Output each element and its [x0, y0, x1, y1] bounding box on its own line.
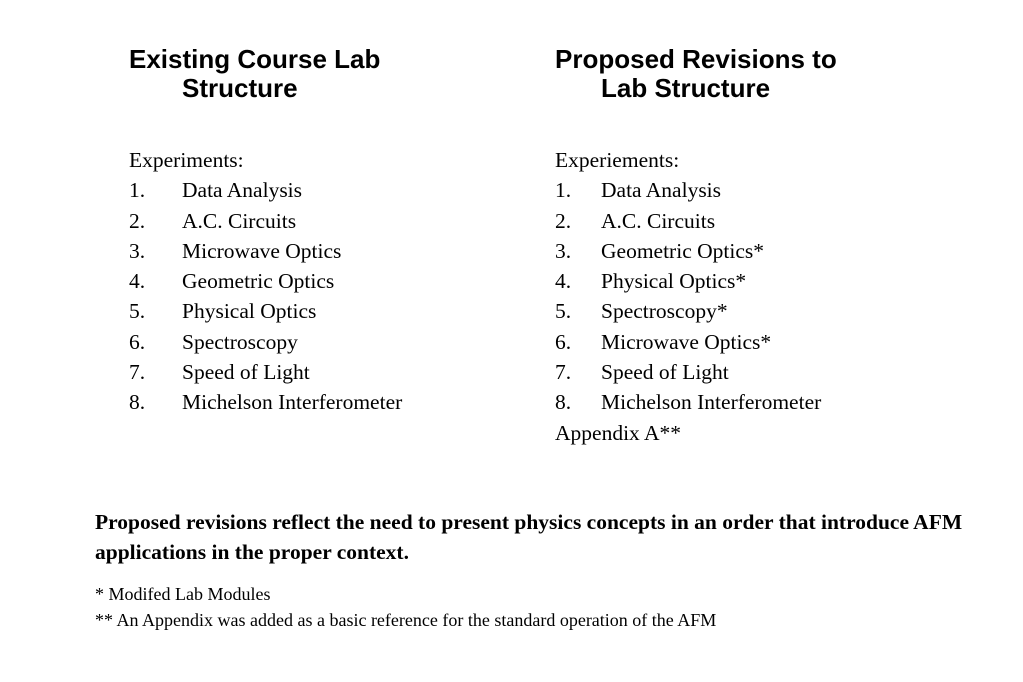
conclusion-statement: Proposed revisions reflect the need to present physics concepts in an order that introduce AFM applications in the proper context. — [95, 510, 963, 564]
item-number: 3. — [129, 238, 146, 263]
proposed-experiments-list — [555, 175, 975, 417]
list-item — [555, 236, 975, 266]
item-number: 1. — [555, 178, 572, 203]
item-number: 5. — [555, 299, 572, 324]
item-number: 4. — [129, 269, 146, 294]
footnote-modified-modules: * Modifed Lab Modules — [95, 584, 271, 604]
existing-experiments-title: Experiments: — [129, 148, 244, 172]
existing-heading-line1: Existing Course Lab — [129, 44, 381, 74]
proposed-structure-column — [555, 45, 975, 448]
item-label: Michelson Interferometer — [182, 390, 403, 415]
item-number: 4. — [555, 269, 572, 294]
list-item — [555, 357, 975, 387]
item-number: 7. — [555, 360, 572, 385]
item-label: Data Analysis — [182, 178, 303, 203]
list-item — [555, 327, 975, 357]
item-number: 1. — [129, 178, 146, 203]
item-label: A.C. Circuits — [601, 208, 716, 233]
list-item — [129, 327, 529, 357]
item-number: 5. — [129, 299, 146, 324]
item-number: 3. — [555, 238, 572, 263]
item-label: Geometric Optics — [182, 269, 335, 294]
proposed-heading-line1: Proposed Revisions to — [555, 44, 837, 74]
list-item — [129, 357, 529, 387]
existing-heading-line2: Structure — [182, 73, 298, 103]
list-item — [129, 296, 529, 326]
proposed-heading-line2: Lab Structure — [601, 73, 771, 103]
item-number: 8. — [555, 390, 572, 415]
item-label: Microwave Optics* — [601, 329, 772, 354]
existing-structure-heading — [129, 45, 529, 103]
footnote-appendix: ** An Appendix was added as a basic reference for the standard operation of the AFM — [95, 610, 717, 630]
item-label: Speed of Light — [182, 360, 310, 385]
item-label: Michelson Interferometer — [601, 390, 822, 415]
list-item — [555, 175, 975, 205]
item-number: 7. — [129, 360, 146, 385]
list-item — [555, 296, 975, 326]
proposed-structure-heading — [555, 45, 975, 103]
item-label: Speed of Light — [601, 360, 729, 385]
item-label: A.C. Circuits — [182, 208, 297, 233]
item-label: Microwave Optics — [182, 238, 342, 263]
list-item — [129, 266, 529, 296]
list-item — [555, 387, 975, 417]
item-number: 6. — [129, 329, 146, 354]
item-label: Spectroscopy* — [601, 299, 728, 324]
list-item — [555, 266, 975, 296]
list-item — [129, 236, 529, 266]
proposed-experiments-block — [555, 145, 975, 448]
list-item — [129, 387, 529, 417]
appendix-label: Appendix A** — [555, 420, 682, 445]
list-item — [129, 175, 529, 205]
existing-experiments-list — [129, 175, 529, 417]
item-label: Geometric Optics* — [601, 238, 764, 263]
item-number: 2. — [129, 208, 146, 233]
footnotes — [95, 581, 716, 633]
item-label: Physical Optics* — [601, 269, 747, 294]
item-label: Data Analysis — [601, 178, 722, 203]
existing-structure-column — [129, 45, 529, 418]
list-item — [555, 206, 975, 236]
item-label: Spectroscopy — [182, 329, 298, 354]
existing-experiments-block — [129, 145, 529, 418]
item-number: 8. — [129, 390, 146, 415]
item-number: 2. — [555, 208, 572, 233]
list-item — [129, 206, 529, 236]
item-number: 6. — [555, 329, 572, 354]
proposed-experiments-title: Experiements: — [555, 148, 680, 172]
item-label: Physical Optics — [182, 299, 317, 324]
